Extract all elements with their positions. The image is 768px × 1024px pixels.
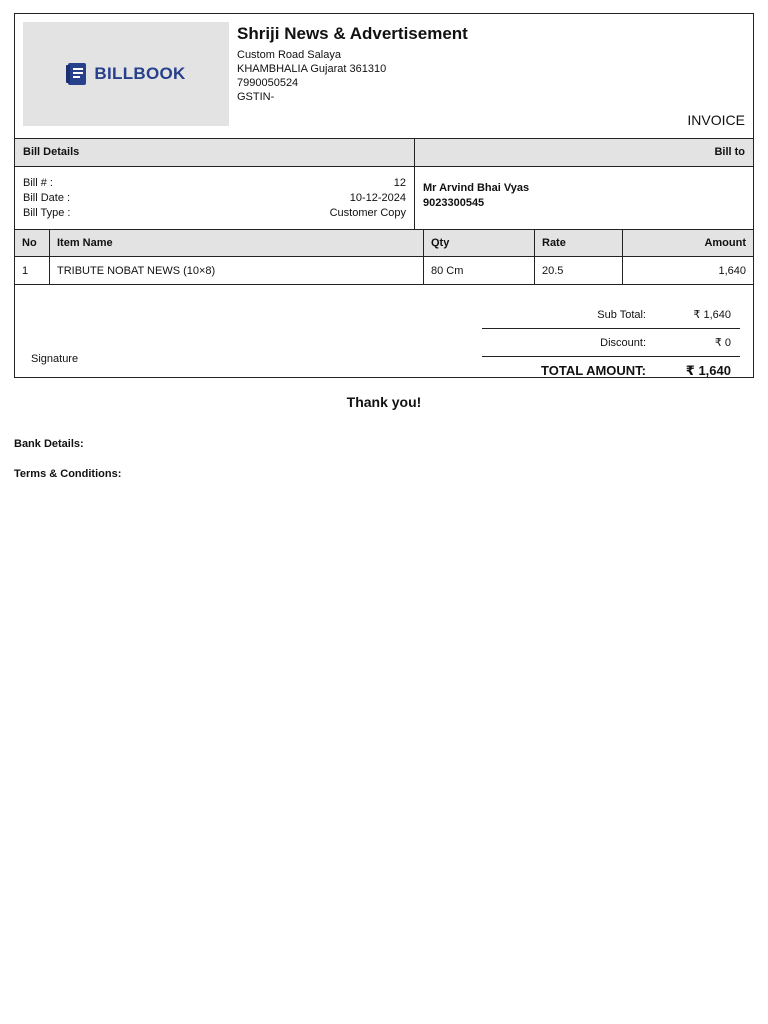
col-amount-header: Amount — [623, 230, 754, 257]
bill-type-label: Bill Type : — [23, 207, 71, 219]
total-label: TOTAL AMOUNT: — [541, 363, 646, 378]
invoice-header — [15, 14, 753, 139]
bill-number-row — [23, 176, 406, 191]
discount-label: Discount: — [600, 336, 646, 349]
logo — [66, 62, 185, 86]
item-qty: 80 Cm — [424, 257, 535, 285]
totals — [482, 301, 740, 384]
bill-date-row — [23, 191, 406, 206]
discount-value: ₹ 0 — [714, 337, 731, 349]
bill-to — [415, 167, 753, 229]
table-row — [15, 257, 753, 285]
signature-label: Signature — [31, 353, 79, 365]
items-header-row — [15, 230, 753, 257]
item-no: 1 — [15, 257, 50, 285]
thank-you-message: Thank you! — [346, 394, 422, 410]
total-value: ₹ 1,640 — [685, 362, 731, 378]
col-no-header: No — [15, 230, 50, 257]
bank-details-label: Bank Details: — [14, 438, 84, 450]
details-body-row — [15, 167, 753, 230]
subtotal-label: Sub Total: — [597, 308, 646, 321]
bill-number-value: 12 — [393, 177, 406, 189]
items-table — [15, 230, 753, 285]
details-header-row — [15, 139, 753, 167]
customer-name: Mr Arvind Bhai Vyas — [423, 182, 530, 194]
document-title: INVOICE — [687, 112, 745, 128]
customer-phone: 9023300545 — [423, 197, 485, 209]
subtotal-row — [482, 301, 740, 329]
terms-label: Terms & Conditions: — [14, 468, 122, 480]
bill-to-heading: Bill to — [714, 146, 745, 158]
bill-date-label: Bill Date : — [23, 192, 71, 204]
bill-type-value: Customer Copy — [329, 207, 406, 219]
total-row — [482, 357, 740, 384]
col-qty-header: Qty — [424, 230, 535, 257]
col-rate-header: Rate — [535, 230, 623, 257]
company-gstin: GSTIN- — [237, 91, 275, 103]
bill-number-label: Bill # : — [23, 177, 53, 189]
book-icon — [66, 62, 88, 86]
col-item-name-header: Item Name — [50, 230, 424, 257]
logo-text: BILLBOOK — [94, 64, 186, 83]
company-logo — [23, 22, 229, 126]
bill-details — [15, 167, 415, 229]
discount-row — [482, 329, 740, 357]
totals-area — [15, 285, 753, 377]
company-address-line1: Custom Road Salaya — [237, 49, 341, 61]
bill-date-value: 10-12-2024 — [349, 192, 406, 204]
company-phone: 7990050524 — [237, 77, 299, 89]
item-amount: 1,640 — [623, 257, 754, 285]
company-name: Shriji News & Advertisement — [237, 24, 468, 43]
item-name: TRIBUTE NOBAT NEWS (10×8) — [50, 257, 424, 285]
bill-details-heading: Bill Details — [15, 139, 415, 166]
company-info — [237, 24, 468, 104]
bill-type-row — [23, 206, 406, 221]
invoice — [14, 13, 754, 378]
company-address-line2: KHAMBHALIA Gujarat 361310 — [237, 63, 387, 75]
item-rate: 20.5 — [535, 257, 623, 285]
subtotal-value: ₹ 1,640 — [693, 309, 731, 321]
